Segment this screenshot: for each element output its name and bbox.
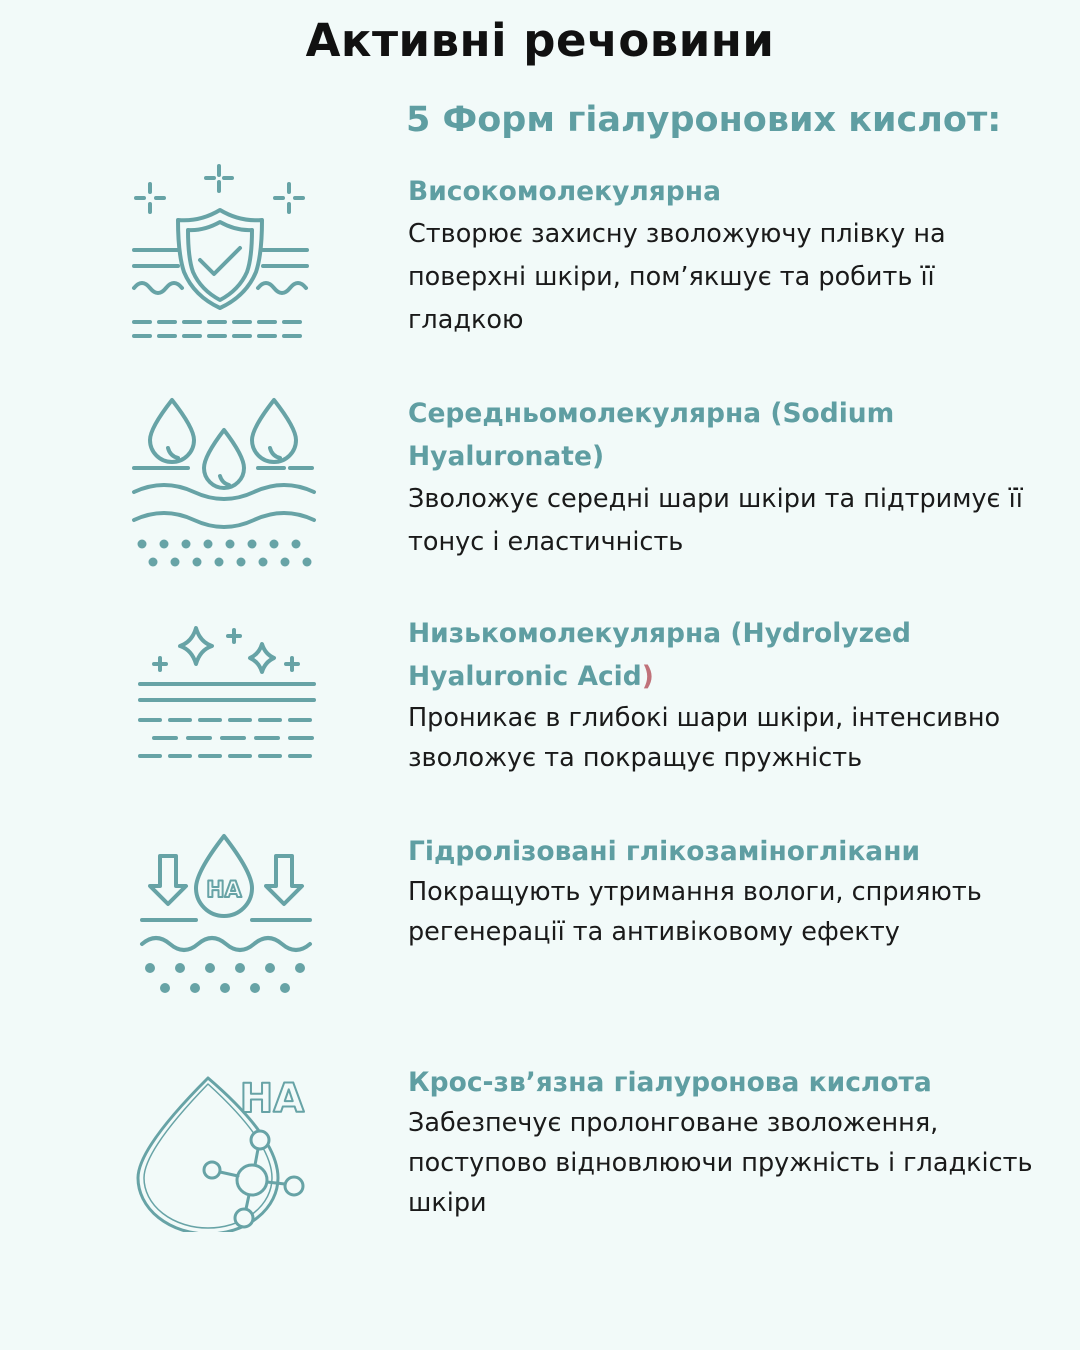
item-1-description: Створює захисну зволожуючу плівку на поверхні шкіри, пом’якшує та робить її гладкою	[408, 219, 946, 335]
item-3-title-paren: )	[641, 661, 654, 692]
item-4-description: Покращують утримання вологи, сприяють регенерації та антивіковому ефекту	[408, 877, 982, 947]
ha-molecule-label-text: HA	[239, 1076, 305, 1122]
item-5-title: Крос-зв’язна гіалуронова кислота	[408, 1067, 932, 1098]
page-subtitle: 5 Форм гіалуронових кислот:	[406, 100, 1002, 140]
item-1-title: Високомолекулярна	[408, 176, 721, 207]
ha-drop-arrows-icon	[136, 832, 316, 1002]
sparkle-skin-layers-icon	[134, 622, 320, 762]
item-3-title	[408, 612, 1048, 698]
item-2-title: Середньомолекулярна (Sodium Hyaluronate)	[408, 398, 895, 472]
item-2-description: Зволожує середні шари шкіри та підтримує її тонус і еластичність	[408, 484, 1023, 557]
item-5-description: Забезпечує пролонговане зволоження, поступово відновлюючи пружність і гладкість шкіри	[408, 1108, 1033, 1218]
ha-label-text: HA	[206, 878, 242, 903]
water-drops-skin-icon	[128, 394, 318, 574]
item-4-title: Гідролізовані глікозаміноглікани	[408, 836, 921, 867]
item-3-title-main: Низькомолекулярна (Hydrolyzed Hyaluronic Acid	[408, 618, 911, 692]
ha-drop-molecule-icon	[134, 1072, 314, 1232]
page-title: Активні речовини	[305, 14, 775, 67]
shield-skin-icon	[128, 160, 312, 344]
item-3-description: Проникає в глибокі шари шкіри, інтенсивно зволожує та покращує пружність	[408, 703, 1001, 773]
